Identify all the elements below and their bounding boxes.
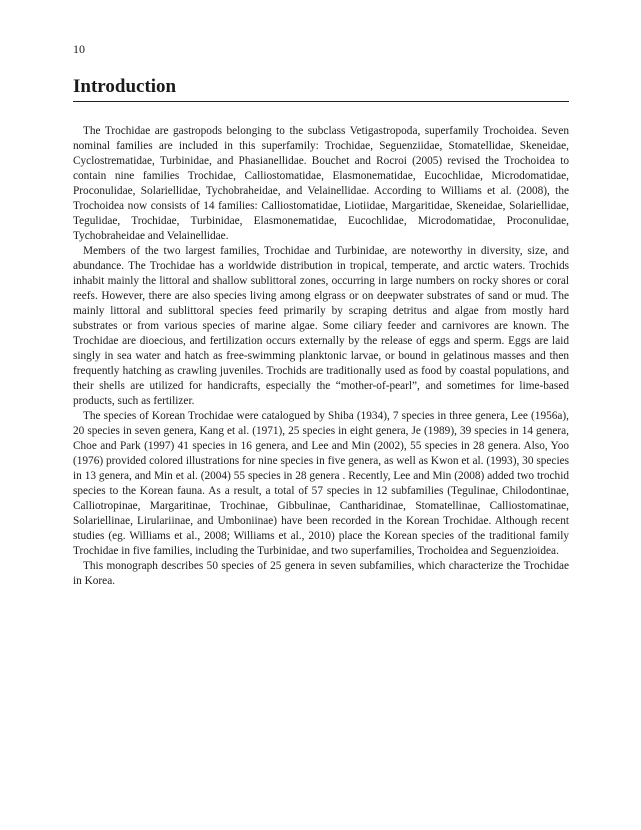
- paragraph: Members of the two largest families, Trochidae and Turbinidae, are noteworthy in diversity, size, and abundance. The Trochidae has a worldwide distribution in tropical, temperate, and arctic waters. Trochids inhabit mainly the littoral and shallow sublittoral zones, occurring in large numbers on rocky shores or coral reefs. However, there are also species living among elgrass or on deepwater substrates of sand or mud. The mainly littoral and sublittoral species feed primarily by scraping detritus and algae from mostly hard substrates or from various species of marine algae. Some ciliary feeder and carnivores are known. The Trochidae are dioecious, and fertilization occurs externally by the release of eggs and sperm. Eggs are laid singly in sea water and hatch as free-swimming planktonic larvae, or bound in gelatinous masses and then frequently hatching as crawling juveniles. Trochids are traditionally used as food by coastal populations, and their shells are utilized for handicrafts, especially the “mother-of-pearl”, and sometimes for lime-based products, such as fertilizer.: [73, 245, 569, 407]
- chapter-title: Introduction: [73, 76, 569, 102]
- paragraph: The species of Korean Trochidae were catalogued by Shiba (1934), 7 species in three genera, Lee (1956a), 20 species in seven genera, Kang et al. (1971), 25 species in eight genera, Je (1989), 39 species in 14 genera, Choe and Park (1997) 41 species in 16 genera, and Lee and Min (2002), 55 species in 28 genera. Also, Yoo (1976) provided colored illustrations for nine species in five genera, as well as Kwon et al. (1993), 30 species in 13 genera, and Min et al. (2004) 55 species in 28 genera . Recently, Lee and Min (2008) added two trochid species to the Korean fauna. As a result, a total of 57 species in 12 subfamilies (Tegulinae, Chilodontinae, Calliotropinae, Margaritinae, Trochinae, Gibbulinae, Cantharidinae, Stomatellinae, Calliostomatinae, Solariellinae, Lirulariinae, and Umboniinae) have been recorded in the Korean Trochidae. Although recent studies (eg. Williams et al., 2008; Williams et al., 2010) place the Korean species of the traditional family Trochidae in five families, including the Turbinidae, and two superfamilies, Trochoidea and Seguenzioidea.: [73, 410, 569, 557]
- body-text: [73, 124, 569, 589]
- paragraph: This monograph describes 50 species of 25 genera in seven subfamilies, which characterize the Trochidae in Korea.: [73, 560, 569, 587]
- page-number: 10: [73, 42, 85, 56]
- paragraph: The Trochidae are gastropods belonging to the subclass Vetigastropoda, superfamily Trochoidea. Seven nominal families are included in this superfamily: Trochidae, Seguenziidae, Stomatellidae, Skeneidae, Cyclostrematidae, Turbinidae, and Phasianellidae. Bouchet and Rocroi (2005) revised the Trochoidea to contain nine families Trochidae, Calliostomatidae, Elasmonematidae, Eucochlidae, Microdomatidae, Proconulidae, Solariellidae, Tychobraheidae, and Velainellidae. According to Williams et al. (2008), the Trochoidea now consists of 14 families: Calliostomatidae, Liotiidae, Margaritidae, Skeneidae, Solariellidae, Tegulidae, Trochidae, Turbinidae, Elasmonematidae, Eucochlidae, Microdomatidae, Proconulidae, Tychobraheidae and Velainellidae.: [73, 125, 569, 242]
